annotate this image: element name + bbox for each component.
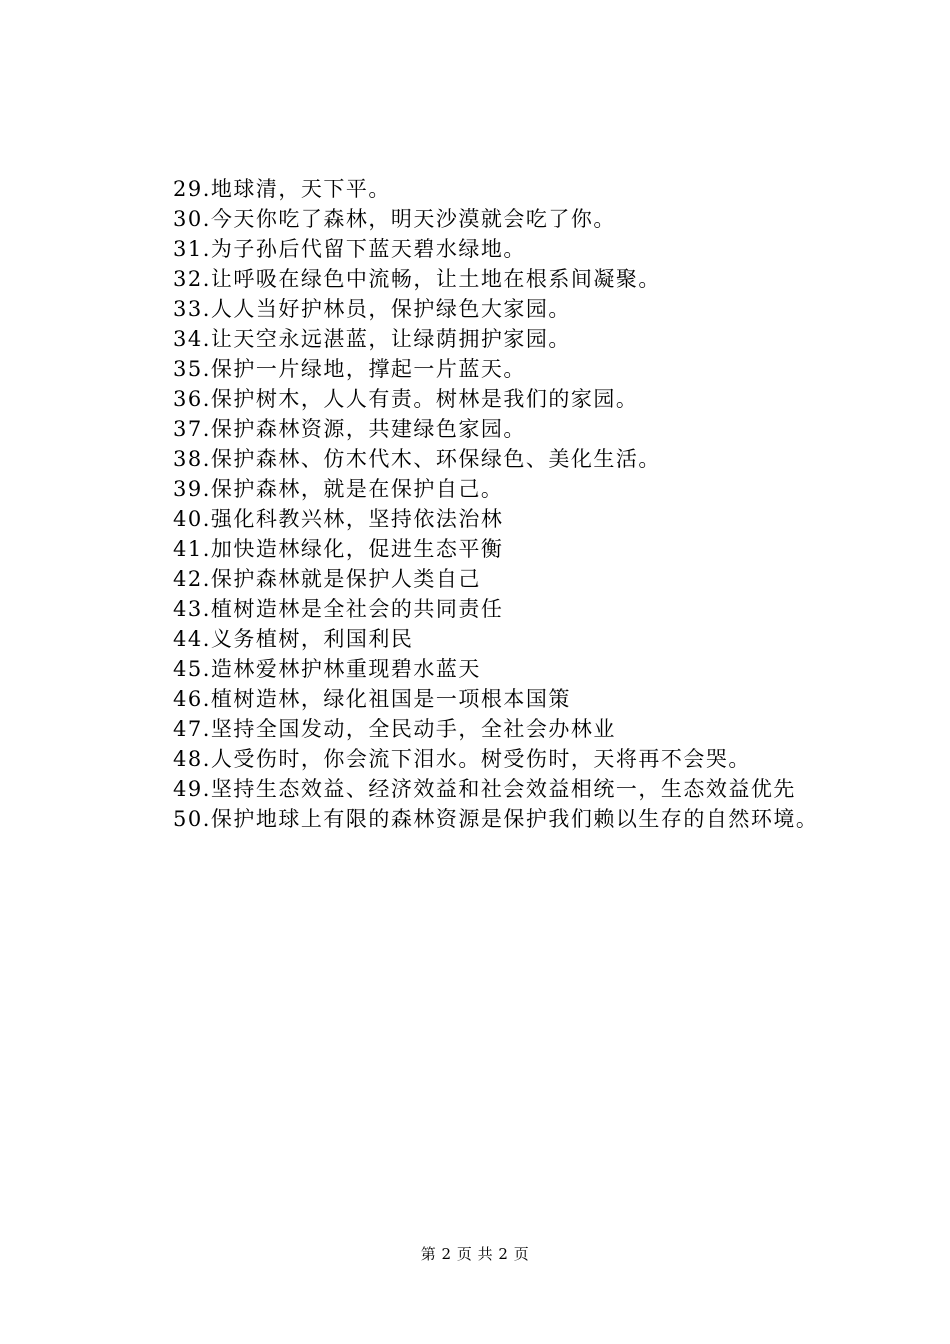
slogan-line: 39.保护森林，就是在保护自己。 — [173, 477, 504, 501]
slogan-line: 41.加快造林绿化，促进生态平衡 — [173, 537, 504, 561]
slogan-line: 34.让天空永远湛蓝，让绿荫拥护家园。 — [173, 327, 571, 351]
page-number-footer: 第 2 页 共 2 页 — [420, 1245, 530, 1263]
slogan-line: 44.义务植树，利国利民 — [173, 627, 414, 651]
slogan-line: 31.为子孙后代留下蓝天碧水绿地。 — [173, 237, 526, 261]
slogan-line: 33.人人当好护林员，保护绿色大家园。 — [173, 297, 571, 321]
slogan-line: 30.今天你吃了森林，明天沙漠就会吃了你。 — [173, 207, 616, 231]
slogan-line: 37.保护森林资源，共建绿色家园。 — [173, 417, 526, 441]
slogan-line: 43.植树造林是全社会的共同责任 — [173, 597, 504, 621]
slogan-line: 35.保护一片绿地，撑起一片蓝天。 — [173, 357, 526, 381]
slogan-line: 29.地球清，天下平。 — [173, 177, 391, 201]
slogan-line: 32.让呼吸在绿色中流畅，让土地在根系间凝聚。 — [173, 267, 661, 291]
slogan-line: 45.造林爱林护林重现碧水蓝天 — [173, 657, 481, 681]
slogan-line: 47.坚持全国发动，全民动手，全社会办林业 — [173, 717, 616, 741]
slogan-line: 42.保护森林就是保护人类自己 — [173, 567, 481, 591]
slogan-paragraph: 49.坚持生态效益、经济效益和社会效益相统一，生态效益优先 — [173, 777, 796, 801]
slogan-line: 38.保护森林、仿木代木、环保绿色、美化生活。 — [173, 447, 661, 471]
slogan-line: 36.保护树木，人人有责。树林是我们的家园。 — [173, 387, 639, 411]
slogan-line: 48.人受伤时，你会流下泪水。树受伤时，天将再不会哭。 — [173, 747, 751, 771]
slogan-line: 40.强化科教兴林，坚持依法治林 — [173, 507, 504, 531]
slogan-paragraph: 50.保护地球上有限的森林资源是保护我们赖以生存的自然环境。 — [173, 807, 819, 831]
slogan-line: 46.植树造林，绿化祖国是一项根本国策 — [173, 687, 571, 711]
slogan-list — [131, 174, 831, 834]
